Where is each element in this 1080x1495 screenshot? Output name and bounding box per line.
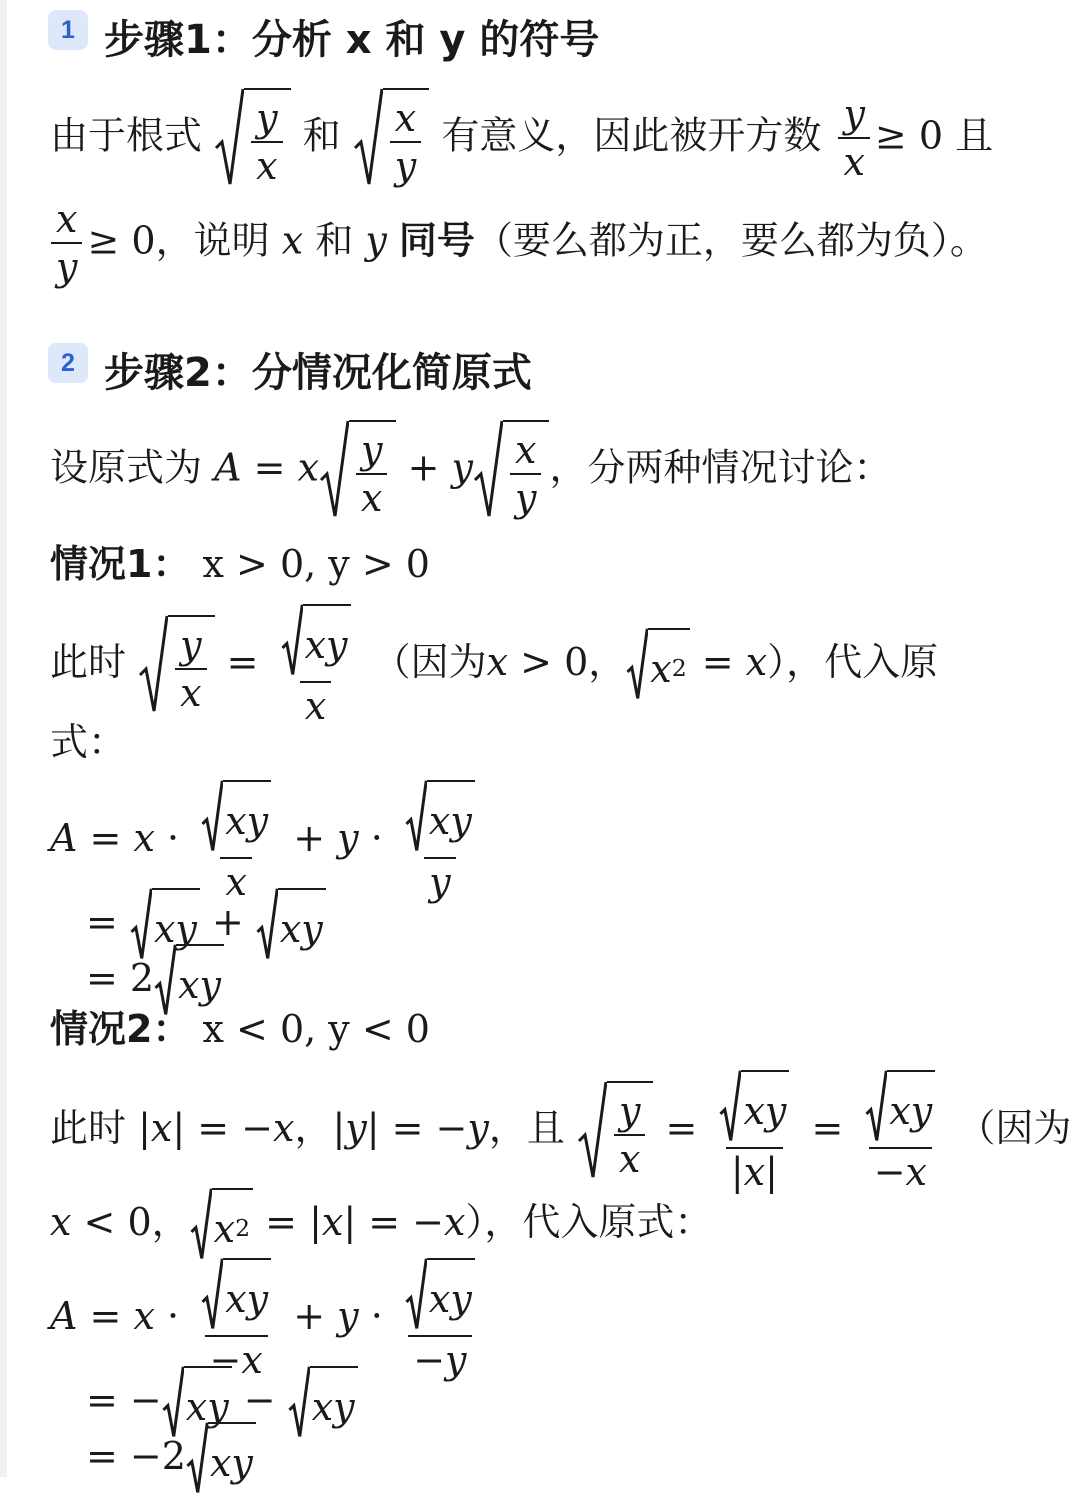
case-1-equation-2: = xy + xy bbox=[86, 888, 326, 961]
case-1-condition: x > 0, y > 0 bbox=[202, 542, 430, 586]
same-sign-emphasis: 同号 bbox=[398, 218, 475, 263]
case-1-line: 此时 y x = $\frac{xy}{x}$ （因为x > 0， x 2 = x），代入原 bbox=[50, 604, 938, 725]
case-2-equation-2: = − xy − xy bbox=[86, 1366, 358, 1439]
step-1-line-1: 由于根式 y x 和 x y 有意义，因此被开方数 $\frac{y}{x}$ ≥ 0 且 bbox=[50, 88, 993, 188]
step-number-badge: 2 bbox=[48, 343, 88, 383]
step-2-intro: 设原式为 A = x y x + y x y ，分两种情况讨论： bbox=[50, 420, 891, 520]
left-edge-strip bbox=[0, 0, 7, 1477]
fraction-x-over-y: $\frac{x}{y}$ bbox=[51, 200, 82, 286]
case-2-equation-1: A = x · $\frac{xy}{-x}$ + y · $\frac{xy}{-y}$ bbox=[50, 1258, 485, 1379]
sqrt-x-over-y: x y bbox=[353, 88, 429, 188]
step-number-badge: 1 bbox=[48, 10, 88, 50]
case-2-line: 此时 |x| = −x，|y| = −y，且 y x = $\frac{xy}{|x|}$ = $\frac{xy}{-x}$ （因为 bbox=[50, 1070, 1071, 1191]
case-2-condition: x < 0, y < 0 bbox=[202, 1007, 430, 1051]
sqrt-y-over-x: y x bbox=[214, 88, 290, 188]
case-1-equation-3: = 2 xy bbox=[86, 944, 224, 1017]
case-1-equation-1: A = x · $\frac{xy}{x}$ + y · $\frac{xy}{y}$ bbox=[50, 780, 485, 901]
step-1-title: 步骤1：分析 x 和 y 的符号 bbox=[104, 17, 600, 63]
step-1-line-2: $\frac{x}{y}$ ≥ 0，说明 x 和 y 同号（要么都为正，要么都为负）。 bbox=[46, 200, 988, 286]
case-2-line-wrap: x < 0， x 2 = |x| = −x），代入原式： bbox=[50, 1188, 712, 1261]
case-1-line-wrap: 式： bbox=[50, 720, 127, 764]
step-2-title: 步骤2：分情况化简原式 bbox=[104, 350, 532, 396]
fraction-y-over-x: $\frac{y}{x}$ bbox=[838, 95, 869, 181]
case-2-heading: 情况2： x < 0, y < 0 bbox=[50, 1007, 430, 1051]
case-2-equation-3: = −2 xy bbox=[86, 1422, 256, 1495]
case-1-heading: 情况1： x > 0, y > 0 bbox=[50, 542, 430, 586]
